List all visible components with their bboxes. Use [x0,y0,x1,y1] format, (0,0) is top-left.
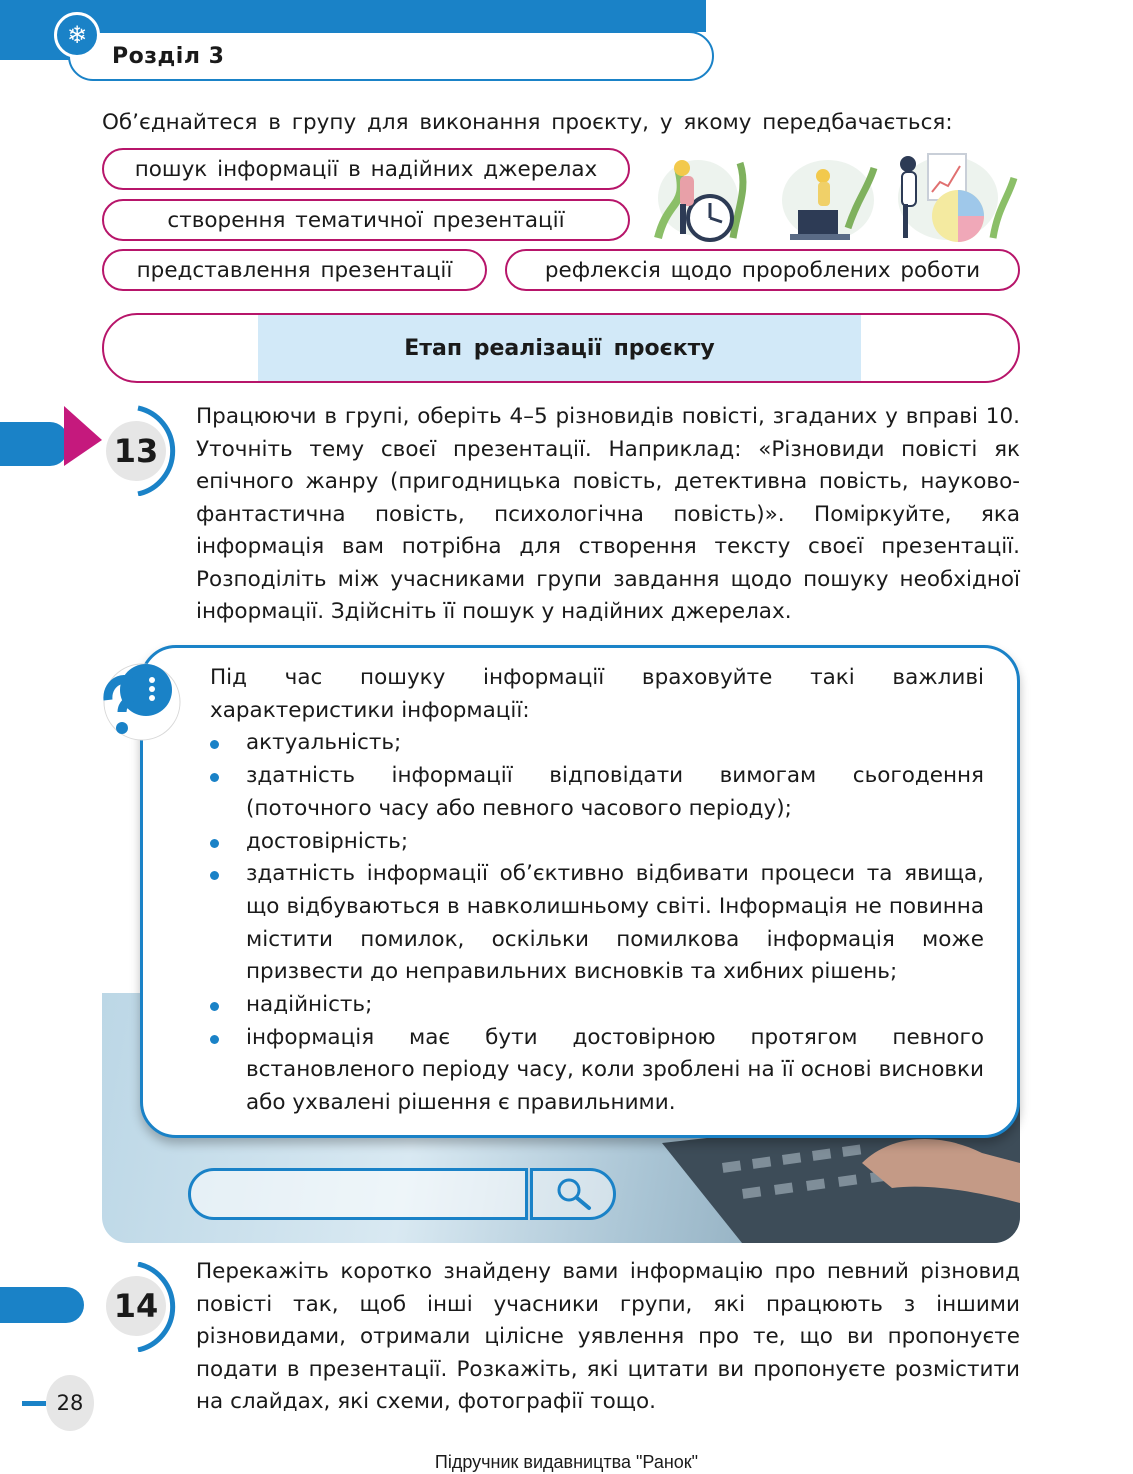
tip-item [210,989,984,1022]
tip-item-text: достовірність; [246,828,409,854]
bullet-dot [210,1035,219,1044]
pill-present [102,249,487,291]
page-number: 28 [46,1375,94,1431]
question-tip-icon [100,660,186,746]
task14-text: Перекажіть коротко знайдену вами інформацію про певний різновид повісті так, щоб інші учасники групи, які працюють з іншими різновидами, отримали цілісне уявлення про те, що ви пропонуєте подати в презентації. Розкажіть, які цитати ви пропонуєте розмістити на слайдах, які схеми, фотографії тощо. [196,1259,1020,1414]
task14-number: 14 [106,1276,166,1336]
team-illustration [648,148,1020,244]
publisher-footer: Підручник видавництва "Ранок" [434,1452,699,1472]
bullet-dot [210,1002,219,1011]
task13-number: 13 [106,421,166,481]
page-number-dash [22,1401,46,1406]
bullet-dot [210,773,219,782]
tip-item [210,760,984,825]
section-title: Розділ 3 [112,44,225,69]
tip-list [210,727,984,1119]
tip-item [210,858,984,989]
tip-content [210,662,984,1120]
tip-item-text: інформація має бути достовірною протягом певного встановленого періоду часу, коли зроблені на її основі висновки або ухвалені рішення є правильними. [246,1024,984,1116]
pill-create [102,199,630,241]
tip-item [210,1022,984,1120]
tip-item [210,727,984,760]
tip-intro: Під час пошуку інформації враховуйте такі важливі характеристики інформації: [210,665,984,723]
search-icon [553,1174,593,1214]
bullet-dot [210,839,219,848]
task13-text: Працюючи в групі, оберіть 4–5 різновидів повісті, згаданих у вправі 10. Уточніть тему своєї презентації. Наприклад: «Різновиди повісті як епічного жанру (пригодницька повість, детективна повість, науково-фантастична повість, психологічна повість)». Поміркуйте, яка інформація вам потрібна для створення тексту своєї презентації. Розподіліть між учасниками групи завдання щодо пошуку необхідної інформації. Здійсніть її пошук у надійних джерелах. [196,404,1020,624]
pill-search-label: пошук інформації в надійних джерелах [134,156,598,182]
stage-title: Етап реалізації проєкту [404,335,715,361]
pill-create-label: створення тематичної презентації [167,207,565,233]
task14-tab [0,1287,84,1323]
tip-item-text: здатність інформації відповідати вимогам сьогодення (поточного часу або певного часового періоду); [246,763,984,821]
tip-item [210,826,984,859]
tip-item-text: актуальність; [246,730,402,756]
intro-text: Об’єднайтеся в групу для виконання проєкту, у якому передбачається: [102,110,953,135]
tip-item-text: надійність; [246,992,373,1018]
header-band [0,0,706,32]
snowflake-icon: ❄ [54,12,100,58]
pill-present-label: представлення презентації [136,257,453,283]
bullet-dot [210,740,219,749]
search-button-illustration [530,1168,616,1220]
bullet-dot [210,871,219,880]
pill-reflect-label: рефлексія щодо пророблених роботи [544,257,981,283]
tip-item-text: здатність інформації об’єктивно відбивати процеси та явища, що відбуваються в навколишньому світі. Інформація не повинна містити помилок, оскільки помилкова інформація може призвести до неправильних висновків та хибних рішень; [246,861,984,985]
pill-search [102,148,630,190]
search-field-illustration [188,1168,528,1220]
pill-reflect [505,249,1020,291]
